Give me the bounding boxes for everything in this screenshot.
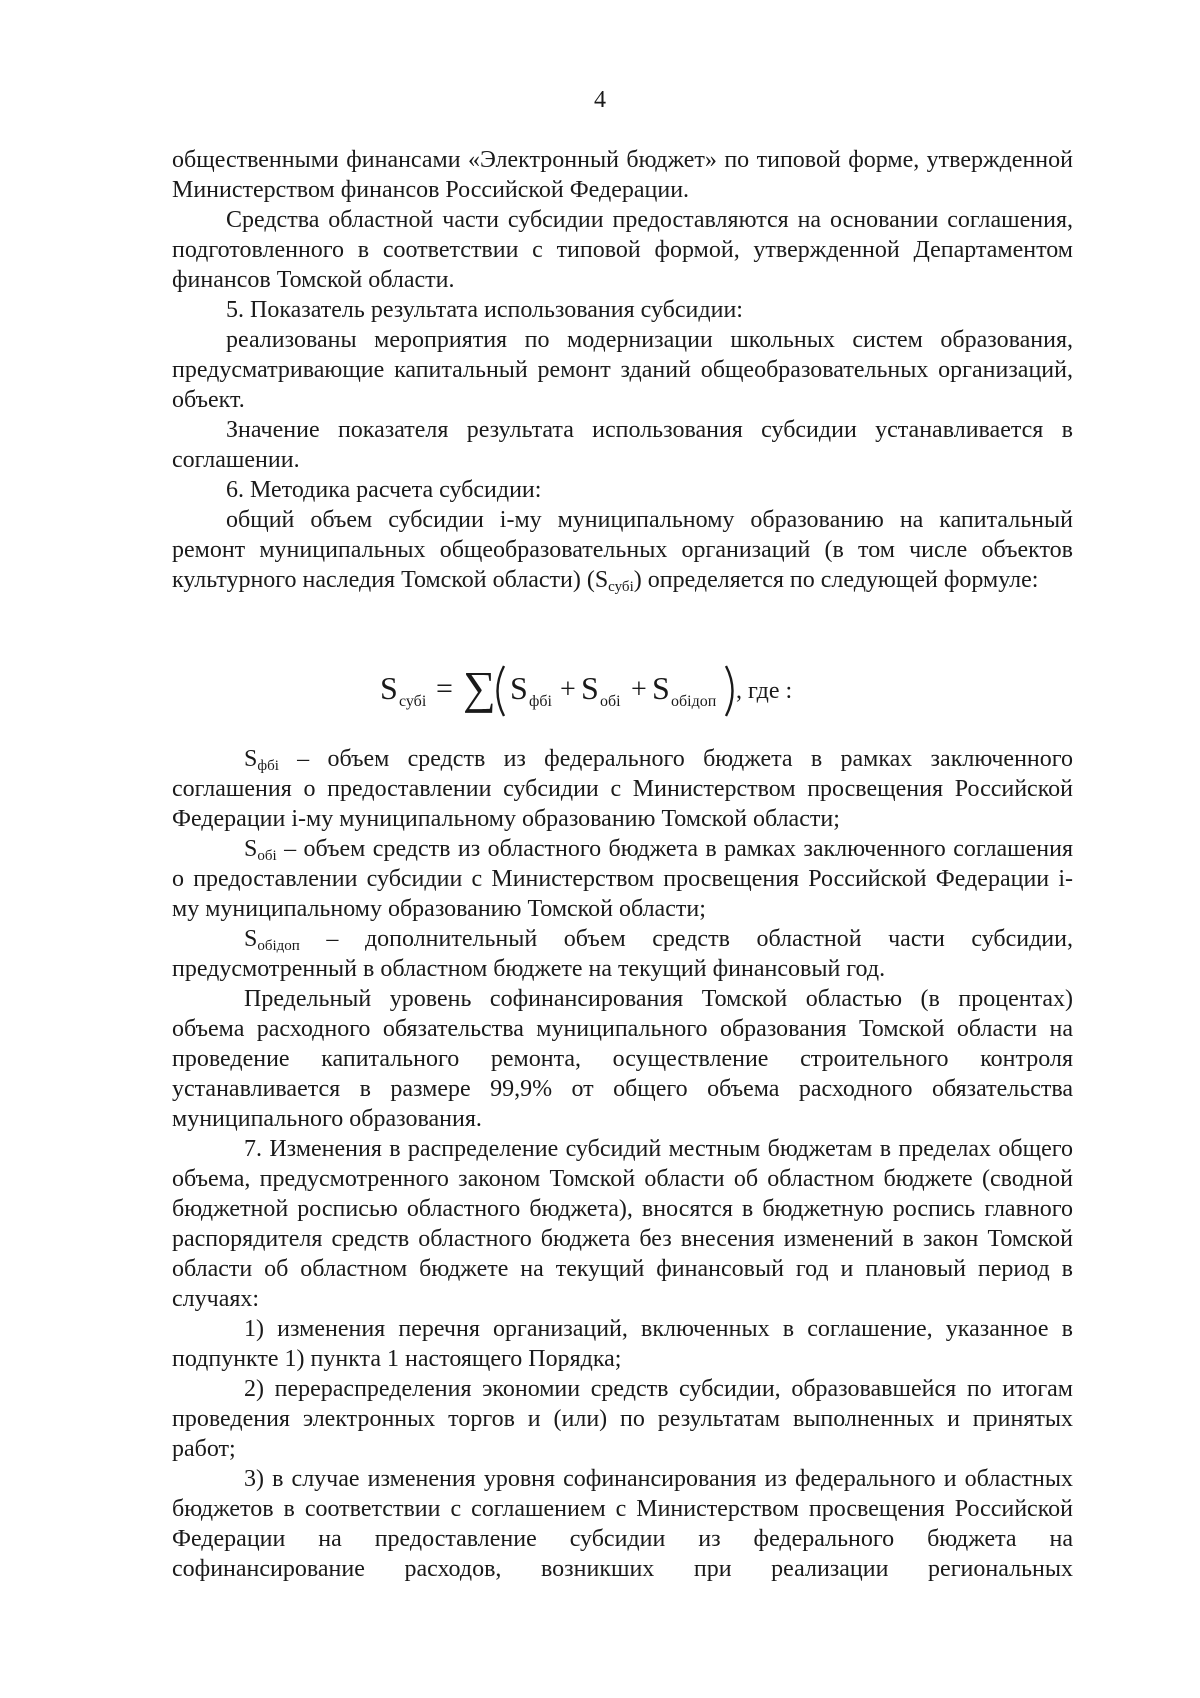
formula-left-paren bbox=[498, 666, 505, 716]
formula-term3-symbol: S bbox=[652, 670, 670, 706]
formula-term3-sub: обiдоп bbox=[671, 693, 717, 710]
paragraph: реализованы мероприятия по модернизации школьных систем образования, предусматривающие капитальный ремонт зданий общеобразовательных организаций, объект. bbox=[172, 327, 1073, 413]
formula-term2-symbol: S bbox=[581, 670, 599, 706]
formula-lhs-sub: субi bbox=[399, 693, 427, 710]
definition-item bbox=[172, 834, 1073, 924]
page-number: 4 bbox=[594, 87, 606, 113]
definition-item bbox=[172, 744, 1073, 834]
paragraph-text: общий объем субсидии i-му муниципальному образованию на капитальный ремонт муниципальных общеобразовательных организаций (в том числе объектов культурного наследия Томской области) (S bbox=[172, 507, 1073, 593]
definition-text: – объем средств из федерального бюджета в рамках заключенного соглашения о предоставлении субсидии с Министерством просвещения Российской Федерации і-му муниципальному образованию Томской области; bbox=[172, 746, 1073, 832]
paragraph-method bbox=[172, 505, 1073, 595]
definition-subscript: обі bbox=[257, 848, 277, 864]
formula-term2-sub: обi bbox=[600, 693, 621, 710]
definition-subscript: фбі bbox=[257, 758, 279, 774]
formula-equals: = bbox=[436, 672, 453, 705]
definition-text: – объем средств из областного бюджета в рамках заключенного соглашения о предоставлении субсидии с Министерством просвещения Российской Федерации і-му муниципальному образованию Томской области; bbox=[172, 836, 1073, 922]
paragraph-text: ) определяется по следующей формуле: bbox=[633, 567, 1039, 593]
definition-subscript: обідоп bbox=[257, 938, 300, 954]
paragraph: 6. Методика расчета субсидии: bbox=[226, 477, 542, 503]
formula-lhs-symbol: S bbox=[380, 670, 398, 706]
formula-plus: + bbox=[560, 674, 576, 705]
formula-term1-sub: фбi bbox=[529, 693, 552, 710]
list-item: 1) изменения перечня организаций, включенных в соглашение, указанное в подпункте 1) пункта 1 настоящего Порядка; bbox=[172, 1316, 1073, 1372]
formula-plus: + bbox=[631, 674, 647, 705]
formula-right-paren bbox=[726, 666, 733, 716]
text-block-top bbox=[172, 145, 1073, 595]
definition-symbol: S bbox=[244, 926, 258, 952]
list-item: 3) в случае изменения уровня софинансирования из федерального и областных бюджетов в соответствии с соглашением с Министерством просвещения Российской Федерации на предоставление субсидии из федерального бюджета на софинансирование расходов, возникших при реализации региональных bbox=[172, 1466, 1073, 1582]
paragraph: Предельный уровень софинансирования Томской областью (в процентах) объема расходного обязательства муниципального образования Томской области на проведение капитального ремонта, осуществление строительного контроля устанавливается в размере 99,9% от общего объема расходного обязательства муниципального образования. bbox=[172, 986, 1073, 1132]
definition-symbol: S bbox=[244, 746, 258, 772]
paragraph: Средства областной части субсидии предоставляются на основании соглашения, подготовленного в соответствии с типовой формой, утвержденной Департаментом финансов Томской области. bbox=[172, 207, 1073, 293]
formula-term1-symbol: S bbox=[510, 670, 528, 706]
paragraph: 5. Показатель результата использования субсидии: bbox=[226, 297, 743, 323]
definition-symbol: S bbox=[244, 836, 258, 862]
text-block-bottom bbox=[172, 744, 1073, 1584]
formula-suffix: , где : bbox=[736, 678, 793, 704]
subscript: субі bbox=[608, 579, 634, 595]
list-item: 2) перераспределения экономии средств субсидии, образовавшейся по итогам проведения электронных торгов и (или) по результатам выполненных и принятых работ; bbox=[172, 1376, 1073, 1462]
subsidy-formula bbox=[0, 656, 1200, 726]
formula-sum-symbol: ∑ bbox=[463, 662, 496, 713]
definition-item bbox=[172, 924, 1073, 984]
paragraph: 7. Изменения в распределение субсидий местным бюджетам в пределах общего объема, предусмотренного законом Томской области об областном бюджете (сводной бюджетной росписью областного бюджета), вносятся в бюджетную роспись главного распорядителя средств областного бюджета без внесения изменений в закон Томской области об областном бюджете на текущий финансовый год и плановый период в случаях: bbox=[172, 1136, 1073, 1312]
paragraph: общественными финансами «Электронный бюджет» по типовой форме, утвержденной Министерством финансов Российской Федерации. bbox=[172, 147, 1073, 203]
paragraph: Значение показателя результата использования субсидии устанавливается в соглашении. bbox=[172, 417, 1073, 473]
definition-text: – дополнительный объем средств областной части субсидии, предусмотренный в областном бюджете на текущий финансовый год. bbox=[172, 926, 1073, 982]
